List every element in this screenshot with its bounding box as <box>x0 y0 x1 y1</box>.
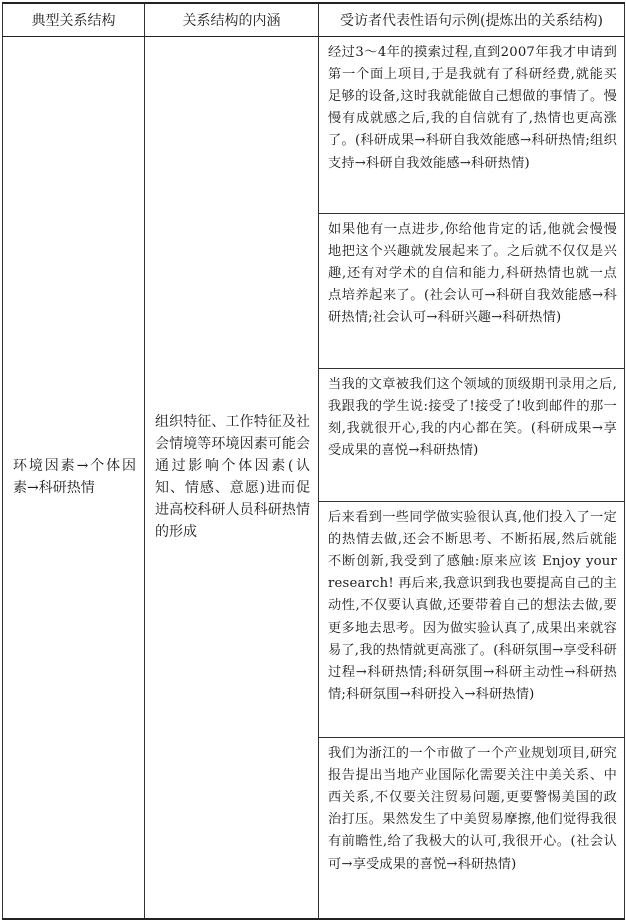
header-typical-structure: 典型关系结构 <box>3 3 145 36</box>
example-cell-1: 经过3～4年的摸索过程,直到2007年我才申请到第一个面上项目,于是我就有了科研经费,就能买足够的设备,这时我就能做自己想做的事情了。慢慢有成就感之后,我的自信就有了,热情也更高涨了。(科研成果→科研自我效能感→科研热情;组织支持→科研自我效能感→科研热情) <box>319 36 625 213</box>
table-header-row <box>3 3 625 36</box>
header-connotation: 关系结构的内涵 <box>145 3 319 36</box>
typical-structure-cell: 环境因素→个体因素→科研热情 <box>3 36 145 919</box>
header-examples: 受访者代表性语句示例(提炼出的关系结构) <box>319 3 625 36</box>
example-cell-2: 如果他有一点进步,你给他肯定的话,他就会慢慢地把这个兴趣就发展起来了。之后就不仅仅是兴趣,还有对学术的自信和能力,科研热情也就一点点培养起来了。(社会认可→科研自我效能感→科研热情;社会认可→科研兴趣→科研热情) <box>319 213 625 368</box>
example-cell-4: 后来看到一些同学做实验很认真,他们投入了一定的热情去做,还会不断思考、不断拓展,然后就能不断创新,我受到了感触:原来应该 Enjoy your research! 再后来,我意识到我也要提高自己的主动性,不仅要认真做,还要带着自己的想法去做,要更多地去思考。因为做实验认真了,成果出来就容易了,我的热情就更高涨了。(科研氛围→享受科研过程→科研热情;科研氛围→科研主动性→科研热情;科研氛围→科研投入→科研热情) <box>319 501 625 737</box>
relation-structure-table-container <box>0 2 626 922</box>
table-row <box>3 36 625 213</box>
example-cell-3: 当我的文章被我们这个领域的顶级期刊录用之后,我跟我的学生说:接受了!接受了!收到邮件的那一刻,我就很开心,我的内心都在笑。(科研成果→享受成果的喜悦→科研热情) <box>319 368 625 501</box>
connotation-cell: 组织特征、工作特征及社会情境等环境因素可能会通过影响个体因素(认知、情感、意愿)进而促进高校科研人员科研热情的形成 <box>145 36 319 919</box>
relation-structure-table <box>2 2 625 920</box>
example-cell-5: 我们为浙江的一个市做了一个产业规划项目,研究报告提出当地产业国际化需要关注中美关系、中西关系,不仅要关注贸易问题,更要警惕美国的政治打压。果然发生了中美贸易摩擦,他们觉得我很有前瞻性,给了我极大的认可,我很开心。(社会认可→享受成果的喜悦→科研热情) <box>319 737 625 919</box>
